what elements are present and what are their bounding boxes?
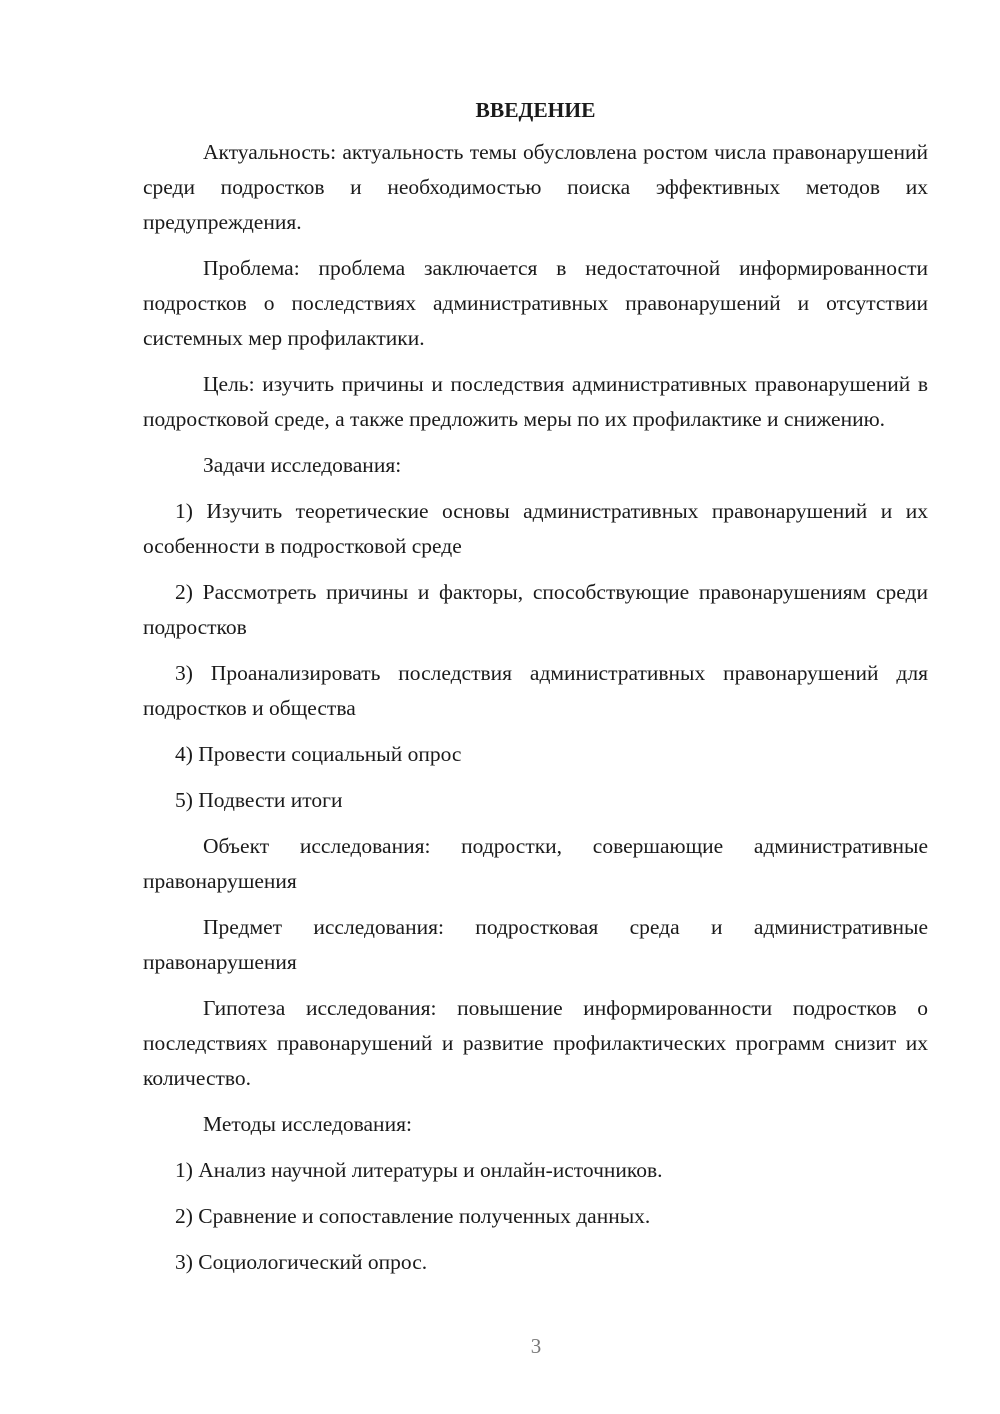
method-item: 1) Анализ научной литературы и онлайн-источников. bbox=[175, 1158, 663, 1182]
task-item: 4) Провести социальный опрос bbox=[175, 742, 462, 766]
object-paragraph: Объект исследования: подростки, совершающие административные правонарушения bbox=[143, 834, 928, 893]
section-title: ВВЕДЕНИЕ bbox=[475, 98, 596, 122]
task-item: 1) Изучить теоретические основы административных правонарушений и их особенности в подростковой среде bbox=[143, 499, 928, 558]
tasks-heading: Задачи исследования: bbox=[203, 453, 402, 477]
goal-paragraph: Цель: изучить причины и последствия административных правонарушений в подростковой среде, а также предложить меры по их профилактике и снижению. bbox=[143, 372, 928, 431]
task-item: 5) Подвести итоги bbox=[175, 788, 343, 812]
relevance-paragraph: Актуальность: актуальность темы обусловлена ростом числа правонарушений среди подростков и необходимостью поиска эффективных методов их предупреждения. bbox=[143, 140, 928, 234]
task-item: 2) Рассмотреть причины и факторы, способствующие правонарушениям среди подростков bbox=[143, 580, 928, 639]
hypothesis-paragraph: Гипотеза исследования: повышение информированности подростков о последствиях правонарушений и развитие профилактических программ снизит их количество. bbox=[143, 996, 928, 1090]
page-number: 3 bbox=[530, 1334, 542, 1358]
page-content bbox=[143, 92, 928, 1291]
method-item: 2) Сравнение и сопоставление полученных данных. bbox=[175, 1204, 651, 1228]
methods-heading: Методы исследования: bbox=[203, 1112, 412, 1136]
task-item: 3) Проанализировать последствия административных правонарушений для подростков и общества bbox=[143, 661, 928, 720]
subject-paragraph: Предмет исследования: подростковая среда и административные правонарушения bbox=[143, 915, 928, 974]
problem-paragraph: Проблема: проблема заключается в недостаточной информированности подростков о последствиях административных правонарушений и отсутствии системных мер профилактики. bbox=[143, 256, 928, 350]
method-item: 3) Социологический опрос. bbox=[175, 1250, 428, 1274]
